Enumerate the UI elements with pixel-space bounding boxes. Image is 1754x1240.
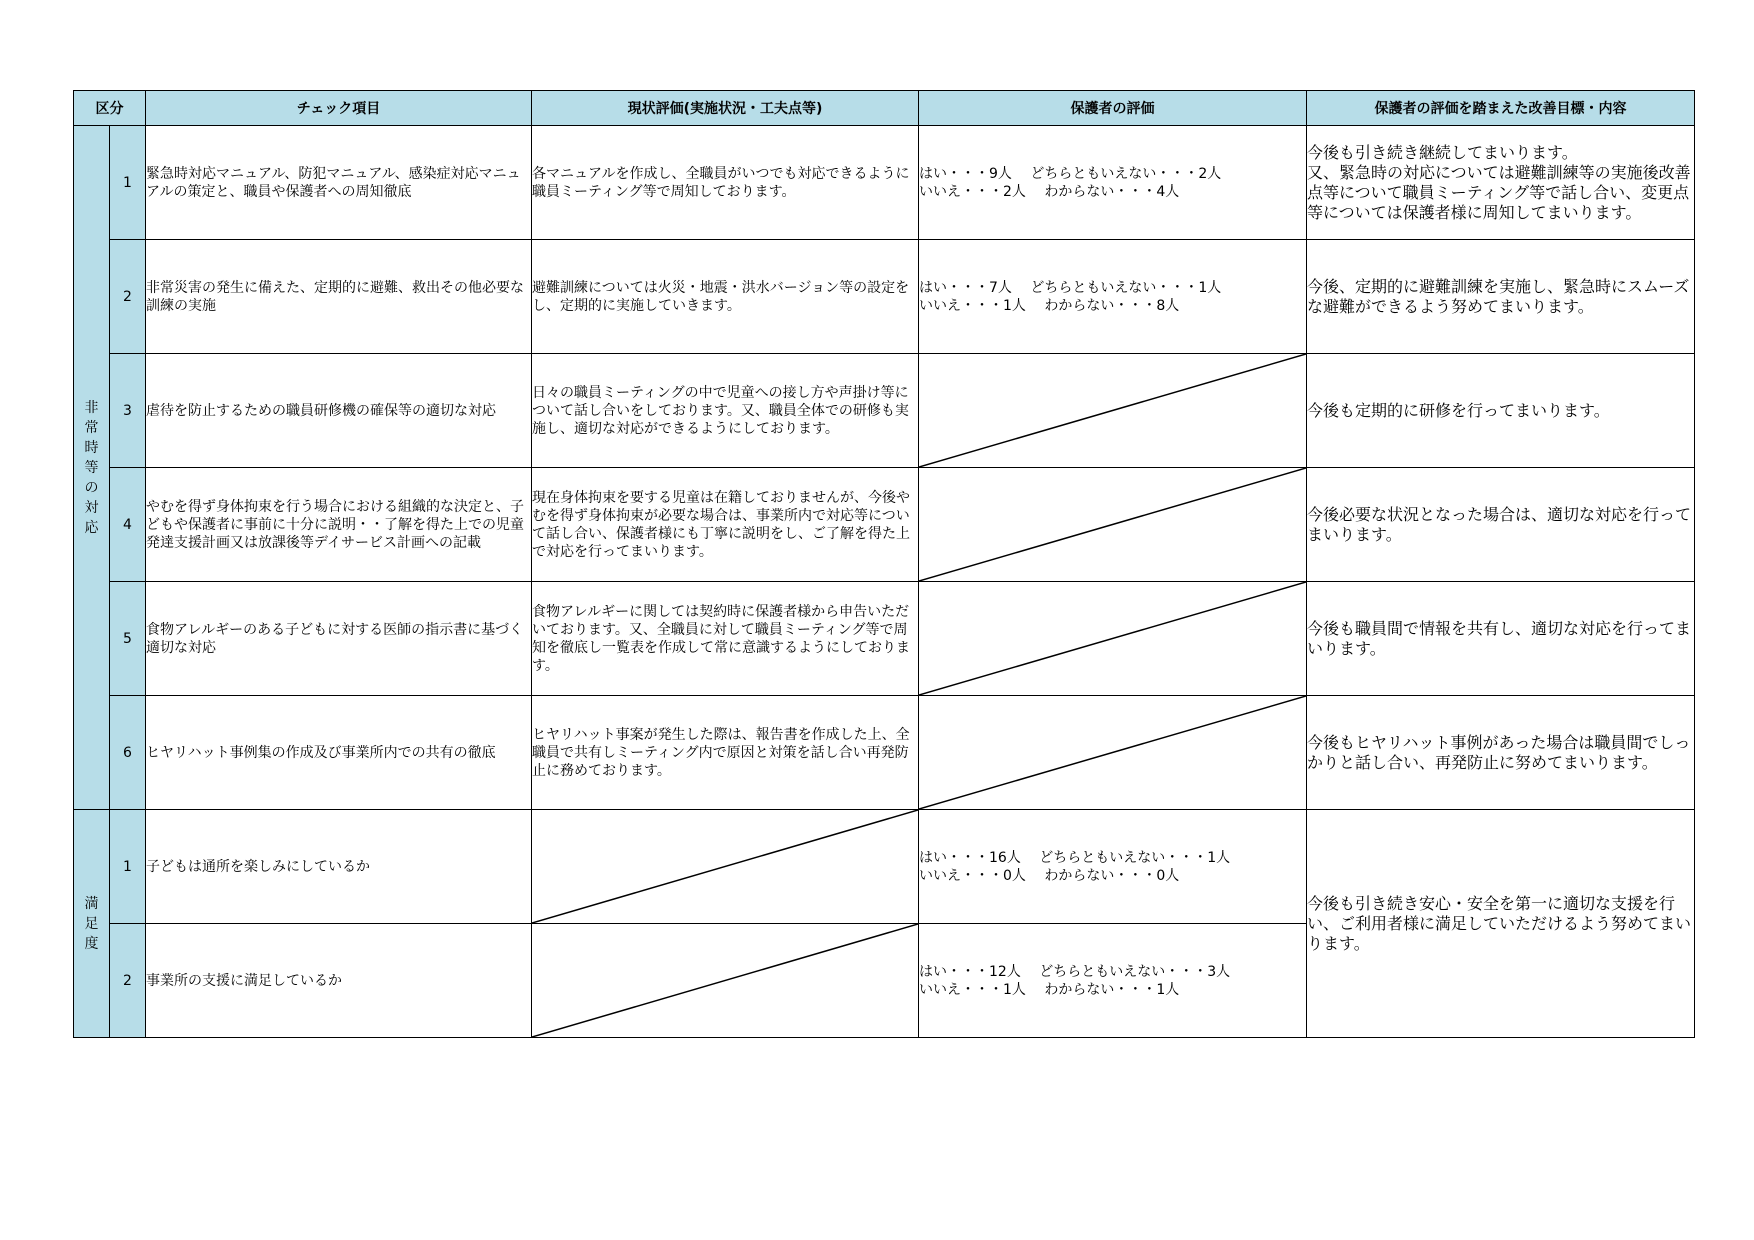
improvement: 今後必要な状況となった場合は、適切な対応を行ってまいります。 bbox=[1307, 468, 1695, 582]
evaluation-table bbox=[73, 90, 1695, 1038]
header-category: 区分 bbox=[74, 91, 146, 126]
guardian-eval: はい・・・7人 どちらともいえない・・・1人 いいえ・・・1人 わからない・・・8人 bbox=[919, 240, 1307, 354]
current-eval: ヒヤリハット事案が発生した際は、報告書を作成した上、全職員で共有しミーティング内で原因と対策を話し合い再発防止に務めております。 bbox=[532, 696, 919, 810]
improvement: 今後、定期的に避難訓練を実施し、緊急時にスムーズな避難ができるよう努めてまいります。 bbox=[1307, 240, 1695, 354]
check-item: 緊急時対応マニュアル、防犯マニュアル、感染症対応マニュアルの策定と、職員や保護者への周知徹底 bbox=[146, 126, 532, 240]
current-eval: 現在身体拘束を要する児童は在籍しておりませんが、今後やむを得ず身体拘束が必要な場合は、事業所内で対応等について話し合い、保護者様にも丁寧に説明をし、ご了解を得た上で対応を行ってまいります。 bbox=[532, 468, 919, 582]
header-improvement: 保護者の評価を踏まえた改善目標・内容 bbox=[1307, 91, 1695, 126]
header-check-item: チェック項目 bbox=[146, 91, 532, 126]
improvement: 今後も引き続き安心・安全を第一に適切な支援を行い、ご利用者様に満足していただけるよう努めてまいります。 bbox=[1307, 810, 1695, 1038]
guardian-eval: はい・・・12人 どちらともいえない・・・3人 いいえ・・・1人 わからない・・・1人 bbox=[919, 924, 1307, 1038]
guardian-eval: はい・・・16人 どちらともいえない・・・1人 いいえ・・・0人 わからない・・・0人 bbox=[919, 810, 1307, 924]
improvement: 今後も定期的に研修を行ってまいります。 bbox=[1307, 354, 1695, 468]
table-row bbox=[74, 696, 1695, 810]
check-item: 事業所の支援に満足しているか bbox=[146, 924, 532, 1038]
current-eval: 避難訓練については火災・地震・洪水バージョン等の設定をし、定期的に実施していきます。 bbox=[532, 240, 919, 354]
header-guardian-eval: 保護者の評価 bbox=[919, 91, 1307, 126]
current-eval-not-applicable bbox=[532, 924, 919, 1038]
table-row bbox=[74, 582, 1695, 696]
row-number: 2 bbox=[110, 924, 146, 1038]
table-row bbox=[74, 126, 1695, 240]
table-row bbox=[74, 468, 1695, 582]
table-row bbox=[74, 354, 1695, 468]
check-item: ヒヤリハット事例集の作成及び事業所内での共有の徹底 bbox=[146, 696, 532, 810]
guardian-eval-not-applicable bbox=[919, 354, 1307, 468]
row-number: 1 bbox=[110, 126, 146, 240]
section-label-emergency: 非常時等の対応 bbox=[74, 126, 110, 810]
current-eval: 食物アレルギーに関しては契約時に保護者様から申告いただいております。又、全職員に対して職員ミーティング等で周知を徹底し一覧表を作成して常に意識するようにしております。 bbox=[532, 582, 919, 696]
check-item: 虐待を防止するための職員研修機の確保等の適切な対応 bbox=[146, 354, 532, 468]
header-row bbox=[74, 91, 1695, 126]
check-item: 食物アレルギーのある子どもに対する医師の指示書に基づく適切な対応 bbox=[146, 582, 532, 696]
row-number: 6 bbox=[110, 696, 146, 810]
current-eval: 各マニュアルを作成し、全職員がいつでも対応できるように職員ミーティング等で周知しております。 bbox=[532, 126, 919, 240]
row-number: 2 bbox=[110, 240, 146, 354]
table-row bbox=[74, 240, 1695, 354]
row-number: 5 bbox=[110, 582, 146, 696]
diagonal-slash bbox=[532, 924, 918, 1037]
improvement: 今後もヒヤリハット事例があった場合は職員間でしっかりと話し合い、再発防止に努めてまいります。 bbox=[1307, 696, 1695, 810]
current-eval-not-applicable bbox=[532, 810, 919, 924]
table-row bbox=[74, 810, 1695, 924]
header-current-eval: 現状評価(実施状況・工夫点等) bbox=[532, 91, 919, 126]
check-item: 子どもは通所を楽しみにしているか bbox=[146, 810, 532, 924]
improvement: 今後も職員間で情報を共有し、適切な対応を行ってまいります。 bbox=[1307, 582, 1695, 696]
diagonal-slash bbox=[919, 468, 1306, 581]
check-item: 非常災害の発生に備えた、定期的に避難、救出その他必要な訓練の実施 bbox=[146, 240, 532, 354]
diagonal-slash bbox=[919, 582, 1306, 695]
row-number: 1 bbox=[110, 810, 146, 924]
diagonal-slash bbox=[919, 696, 1306, 809]
guardian-eval-not-applicable bbox=[919, 696, 1307, 810]
improvement: 今後も引き続き継続してまいります。 又、緊急時の対応については避難訓練等の実施後改善点等について職員ミーティング等で話し合い、変更点等については保護者様に周知してまいります。 bbox=[1307, 126, 1695, 240]
diagonal-slash bbox=[919, 354, 1306, 467]
check-item: やむを得ず身体拘束を行う場合における組織的な決定と、子どもや保護者に事前に十分に説明・・了解を得た上での児童発達支援計画又は放課後等デイサービス計画への記載 bbox=[146, 468, 532, 582]
guardian-eval-not-applicable bbox=[919, 468, 1307, 582]
section-label-satisfaction: 満足度 bbox=[74, 810, 110, 1038]
row-number: 3 bbox=[110, 354, 146, 468]
guardian-eval-not-applicable bbox=[919, 582, 1307, 696]
current-eval: 日々の職員ミーティングの中で児童への接し方や声掛け等について話し合いをしております。又、職員全体での研修も実施し、適切な対応ができるようにしております。 bbox=[532, 354, 919, 468]
guardian-eval: はい・・・9人 どちらともいえない・・・2人 いいえ・・・2人 わからない・・・4人 bbox=[919, 126, 1307, 240]
diagonal-slash bbox=[532, 810, 918, 923]
row-number: 4 bbox=[110, 468, 146, 582]
